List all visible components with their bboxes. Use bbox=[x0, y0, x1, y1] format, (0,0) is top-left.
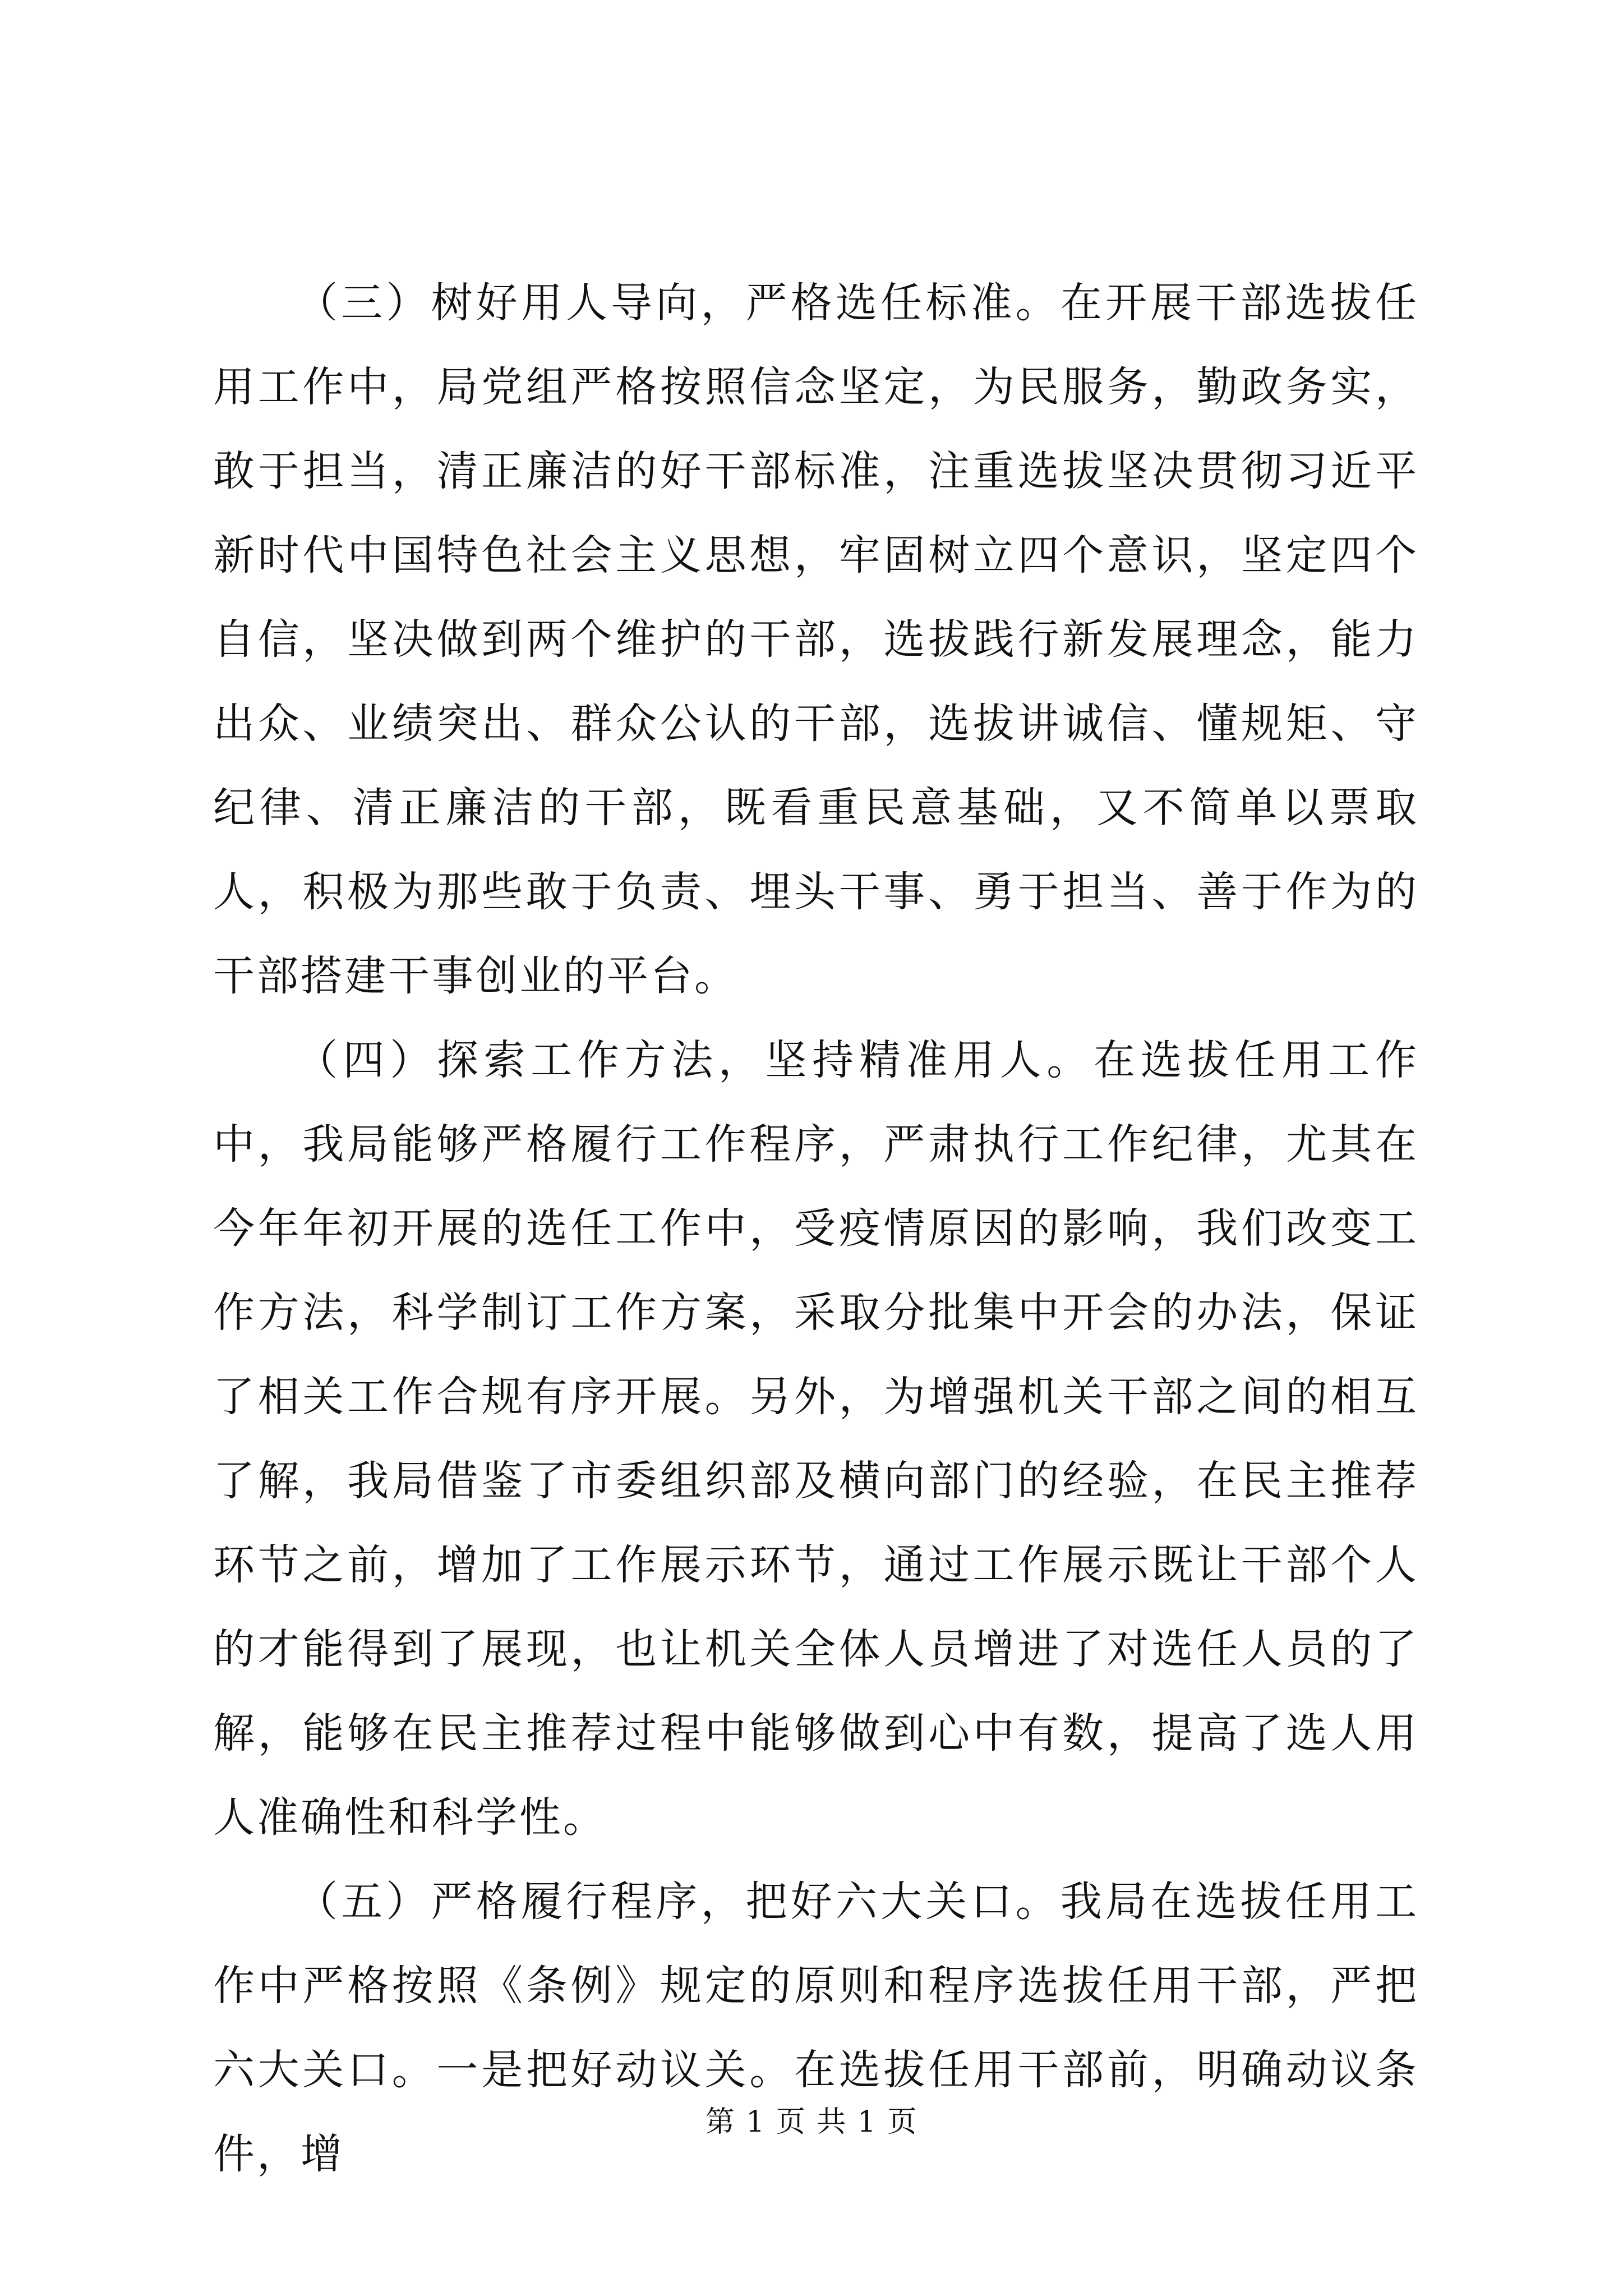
paragraph-3-selection-standards: （三）树好用人导向，严格选任标准。在开展干部选拔任用工作中，局党组严格按照信念坚定，为民服务，勤政务实，敢于担当，清正廉洁的好干部标准，注重选拔坚决贯彻习近平新时代中国特色社会主义思想，牢固树立四个意识，坚定四个自信，坚决做到两个维护的干部，选拔践行新发展理念，能力出众、业绩突出、群众公认的干部，选拔讲诚信、懂规矩、守纪律、清正廉洁的干部，既看重民意基础，又不简单以票取人，积极为那些敢于负责、埋头干事、勇于担当、善于作为的干部搭建干事创业的平台。 bbox=[213, 279, 1419, 1000]
paragraph-5-procedures: （五）严格履行程序，把好六大关口。我局在选拔任用工作中严格按照《条例》规定的原则和程序选拔任用干部，严把六大关口。一是把好动议关。在选拔任用干部前，明确动议条件，增 bbox=[213, 1878, 1419, 2178]
page-footer: 第 1 页 共 1 页 bbox=[705, 2105, 918, 2139]
paragraph-4-work-methods: （四）探索工作方法，坚持精准用人。在选拔任用工作中，我局能够严格履行工作程序，严肃执行工作纪律，尤其在今年年初开展的选任工作中，受疫情原因的影响，我们改变工作方法，科学制订工作方案，采取分批集中开会的办法，保证了相关工作合规有序开展。另外，为增强机关干部之间的相互了解，我局借鉴了市委组织部及横向部门的经验，在民主推荐环节之前，增加了工作展示环节，通过工作展示既让干部个人的才能得到了展现，也让机关全体人员增进了对选任人员的了解，能够在民主推荐过程中能够做到心中有数，提高了选人用人准确性和科学性。 bbox=[213, 1036, 1419, 1842]
document-body bbox=[213, 261, 1419, 2196]
